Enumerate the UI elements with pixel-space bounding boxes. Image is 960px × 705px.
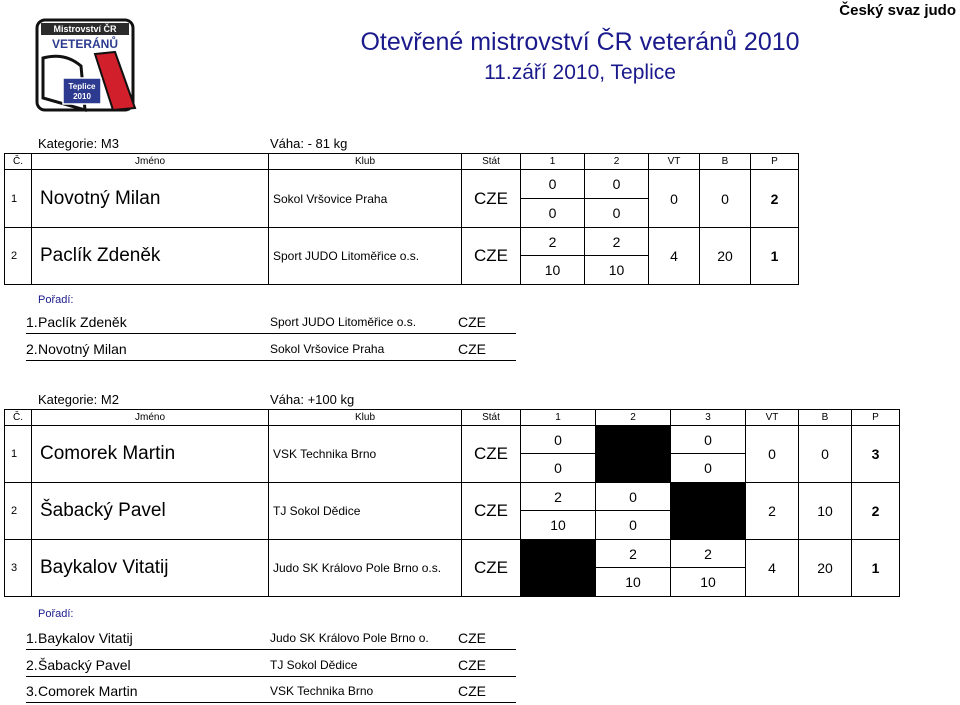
rank-place: 3.: [26, 683, 38, 699]
rank-state: CZE: [458, 314, 486, 330]
category2-label: Kategorie: M2: [38, 392, 119, 407]
page-subtitle: 11.září 2010, Teplice: [484, 61, 676, 84]
rank-state: CZE: [458, 630, 486, 646]
score-cell: 0: [521, 199, 585, 228]
score-cell: 10: [596, 568, 671, 597]
header-cell: Klub: [269, 154, 462, 170]
vt-value: 4: [649, 228, 700, 285]
ranking1-label: Pořadí:: [38, 294, 74, 306]
championship-logo: [35, 18, 140, 114]
competitor-state: CZE: [462, 426, 521, 483]
competitor-number: 2: [5, 483, 32, 540]
competitor-club: Judo SK Královo Pole Brno o.s.: [269, 540, 462, 597]
vt-value: 4: [746, 540, 799, 597]
logo-text-1: Mistrovství ČR: [53, 24, 117, 34]
ranking2-row-3: [26, 680, 516, 703]
category2-table: [4, 409, 900, 597]
score-cell: 0: [521, 426, 596, 454]
blocked-cell: [671, 511, 746, 540]
competitor-state: CZE: [462, 228, 521, 285]
p-value: 2: [852, 483, 900, 540]
header-cell: B: [700, 154, 751, 170]
score-cell: 0: [596, 511, 671, 540]
category1-table: [4, 153, 799, 285]
header-cell: 2: [596, 410, 671, 426]
score-cell: 10: [521, 256, 585, 285]
rank-place: 2.: [26, 341, 38, 357]
table-header-row: [5, 154, 799, 170]
competitor-number: 1: [5, 426, 32, 483]
rank-state: CZE: [458, 683, 486, 699]
association-name: Český svaz judo: [839, 2, 956, 19]
vt-value: 2: [746, 483, 799, 540]
rank-club: Judo SK Královo Pole Brno o.: [270, 631, 429, 645]
header-cell: B: [799, 410, 852, 426]
competitor-name: Baykalov Vitatij: [32, 540, 269, 597]
ranking2-row-1: [26, 627, 516, 650]
header-cell: Stát: [462, 410, 521, 426]
rank-place: 2.: [26, 657, 38, 673]
header-cell: Stát: [462, 154, 521, 170]
rank-club: Sokol Vršovice Praha: [270, 342, 385, 356]
rank-place: 1.: [26, 630, 38, 646]
table-row: [5, 228, 799, 256]
logo-text-2: VETERÁNŮ: [51, 37, 119, 51]
p-value: 1: [751, 228, 799, 285]
header-cell: Č.: [5, 154, 32, 170]
rank-name: Comorek Martin: [38, 683, 138, 699]
logo-text-4: 2010: [73, 92, 91, 101]
blocked-cell: [521, 540, 596, 568]
vt-value: 0: [746, 426, 799, 483]
score-cell: 0: [521, 454, 596, 483]
competitor-name: Novotný Milan: [32, 170, 269, 228]
competitor-number: 3: [5, 540, 32, 597]
ranking2-label: Pořadí:: [38, 608, 74, 620]
header-cell: Jméno: [32, 410, 269, 426]
competitor-state: CZE: [462, 170, 521, 228]
b-value: 0: [799, 426, 852, 483]
header-cell: 1: [521, 410, 596, 426]
header-cell: VT: [746, 410, 799, 426]
ranking1-row-2: [26, 338, 516, 361]
header-cell: Jméno: [32, 154, 269, 170]
score-cell: 0: [596, 483, 671, 511]
blocked-cell: [671, 483, 746, 511]
rank-state: CZE: [458, 341, 486, 357]
p-value: 3: [852, 426, 900, 483]
rank-club: Sport JUDO Litoměřice o.s.: [270, 315, 417, 329]
category2-weight: Váha: +100 kg: [270, 392, 355, 407]
rank-state: CZE: [458, 657, 486, 673]
competitor-name: Paclík Zdeněk: [32, 228, 269, 285]
p-value: 1: [852, 540, 900, 597]
rank-club: VSK Technika Brno: [270, 684, 374, 698]
rank-name: Baykalov Vitatij: [38, 630, 133, 646]
blocked-cell: [596, 426, 671, 454]
ranking1-row-1: [26, 311, 516, 334]
table-row: [5, 483, 900, 511]
header-cell: VT: [649, 154, 700, 170]
score-cell: 0: [671, 426, 746, 454]
competitor-club: VSK Technika Brno: [269, 426, 462, 483]
table-row: [5, 426, 900, 454]
rank-name: Šabacký Pavel: [38, 657, 131, 673]
score-cell: 0: [671, 454, 746, 483]
header-cell: Klub: [269, 410, 462, 426]
ranking2-row-2: [26, 654, 516, 677]
competitor-name: Šabacký Pavel: [32, 483, 269, 540]
score-cell: 2: [596, 540, 671, 568]
table-header-row: [5, 410, 900, 426]
competitor-number: 1: [5, 170, 32, 228]
header-cell: P: [751, 154, 799, 170]
score-cell: 0: [521, 170, 585, 199]
vt-value: 0: [649, 170, 700, 228]
rank-place: 1.: [26, 314, 38, 330]
score-cell: 10: [671, 568, 746, 597]
header-cell: Č.: [5, 410, 32, 426]
category1-label: Kategorie: M3: [38, 136, 119, 151]
score-cell: 2: [585, 228, 649, 256]
rank-name: Paclík Zdeněk: [38, 314, 127, 330]
competitor-club: Sport JUDO Litoměřice o.s.: [269, 228, 462, 285]
b-value: 20: [799, 540, 852, 597]
score-cell: 2: [671, 540, 746, 568]
score-cell: 0: [585, 170, 649, 199]
header-cell: 1: [521, 154, 585, 170]
header-cell: 2: [585, 154, 649, 170]
competitor-club: TJ Sokol Dědice: [269, 483, 462, 540]
score-cell: 2: [521, 483, 596, 511]
rank-name: Novotný Milan: [38, 341, 127, 357]
competitor-number: 2: [5, 228, 32, 285]
score-cell: 10: [521, 511, 596, 540]
competitor-state: CZE: [462, 540, 521, 597]
table-row: [5, 540, 900, 568]
b-value: 10: [799, 483, 852, 540]
score-cell: 10: [585, 256, 649, 285]
competitor-name: Comorek Martin: [32, 426, 269, 483]
category1-weight: Váha: - 81 kg: [270, 136, 348, 151]
table-row: [5, 170, 799, 199]
score-cell: 0: [585, 199, 649, 228]
blocked-cell: [521, 568, 596, 597]
b-value: 20: [700, 228, 751, 285]
blocked-cell: [596, 454, 671, 483]
b-value: 0: [700, 170, 751, 228]
score-cell: 2: [521, 228, 585, 256]
header-cell: P: [852, 410, 900, 426]
logo-text-3: Teplice: [68, 82, 96, 91]
p-value: 2: [751, 170, 799, 228]
header-cell: 3: [671, 410, 746, 426]
page-title: Otevřené mistrovství ČR veteránů 2010: [360, 28, 800, 56]
competitor-state: CZE: [462, 483, 521, 540]
competitor-club: Sokol Vršovice Praha: [269, 170, 462, 228]
rank-club: TJ Sokol Dědice: [270, 658, 358, 672]
